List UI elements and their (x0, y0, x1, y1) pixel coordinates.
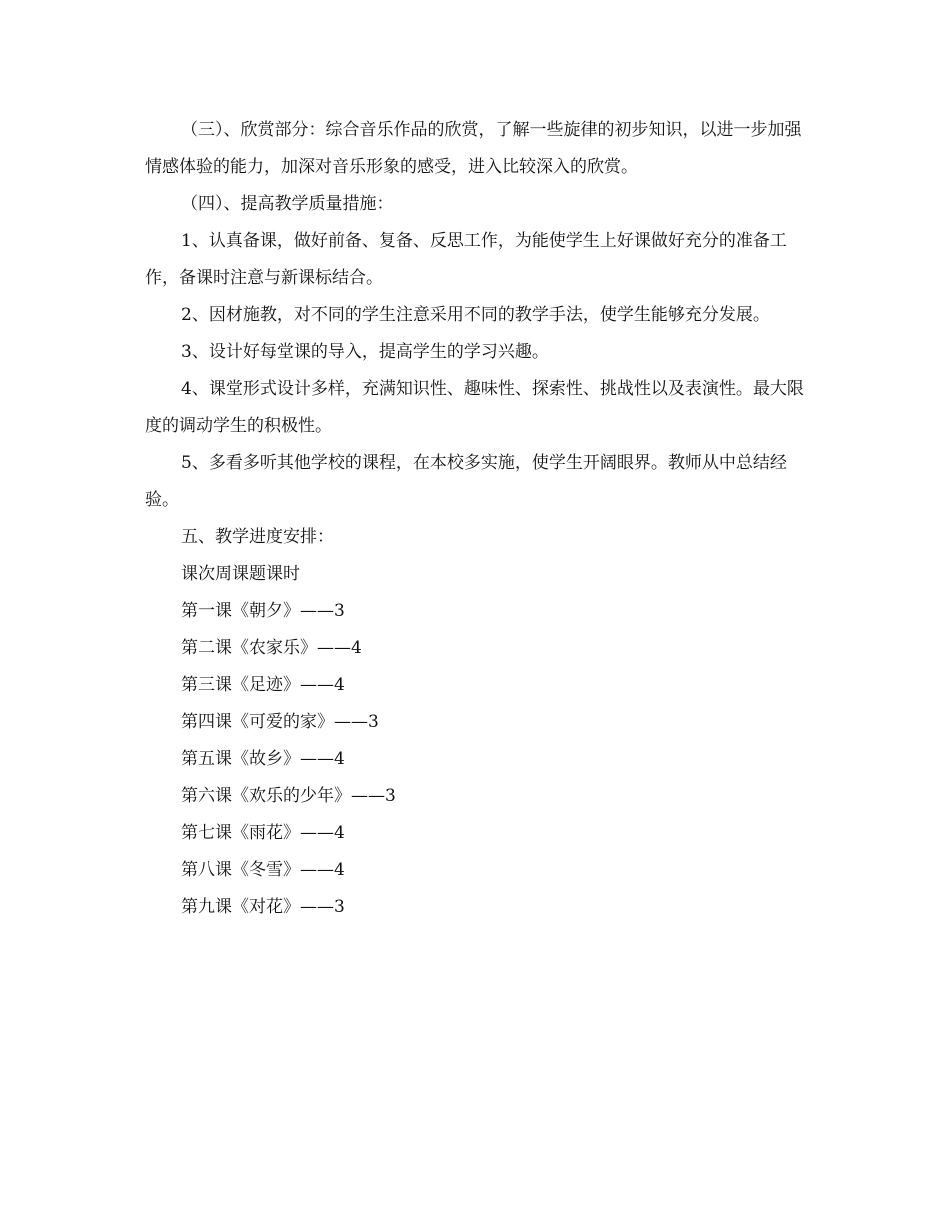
paragraph-measure-2: 2、因材施教，对不同的学生注意采用不同的教学手法，使学生能够充分发展。 (181, 305, 770, 325)
schedule-item: 第六课《欢乐的少年》——3 (181, 786, 396, 806)
schedule-list (145, 593, 810, 926)
schedule-item: 第二课《农家乐》——4 (181, 638, 362, 658)
paragraph-measure-3: 3、设计好每堂课的导入，提高学生的学习兴趣。 (181, 342, 549, 362)
paragraph-measure-4: 4、课堂形式设计多样，充满知识性、趣味性、探索性、挑战性以及表演性。最大限度的调动学生的积极性。 (145, 379, 804, 436)
paragraph-measure-5: 5、多看多听其他学校的课程，在本校多实施，使学生开阔眼界。教师从中总结经验。 (145, 453, 787, 510)
schedule-item: 第五课《故乡》——4 (181, 749, 345, 769)
paragraph-appreciation: （三）、欣赏部分：综合音乐作品的欣赏，了解一些旋律的初步知识，以进一步加强情感体验的能力，加深对音乐形象的感受，进入比较深入的欣赏。 (145, 120, 802, 177)
schedule-header: 课次周课题课时 (181, 564, 300, 584)
schedule-item: 第八课《冬雪》——4 (181, 860, 345, 880)
document-body (145, 112, 810, 926)
schedule-item: 第一课《朝夕》——3 (181, 601, 345, 621)
schedule-item: 第七课《雨花》——4 (181, 823, 345, 843)
paragraph-quality-measures-heading: （四）、提高教学质量措施： (181, 194, 394, 214)
schedule-item: 第九课《对花》——3 (181, 897, 345, 917)
schedule-item: 第三课《足迹》——4 (181, 675, 345, 695)
paragraph-schedule-heading: 五、教学进度安排： (181, 527, 334, 547)
paragraph-measure-1: 1、认真备课，做好前备、复备、反思工作，为能使学生上好课做好充分的准备工作，备课时注意与新课标结合。 (145, 231, 787, 288)
schedule-item: 第四课《可爱的家》——3 (181, 712, 379, 732)
